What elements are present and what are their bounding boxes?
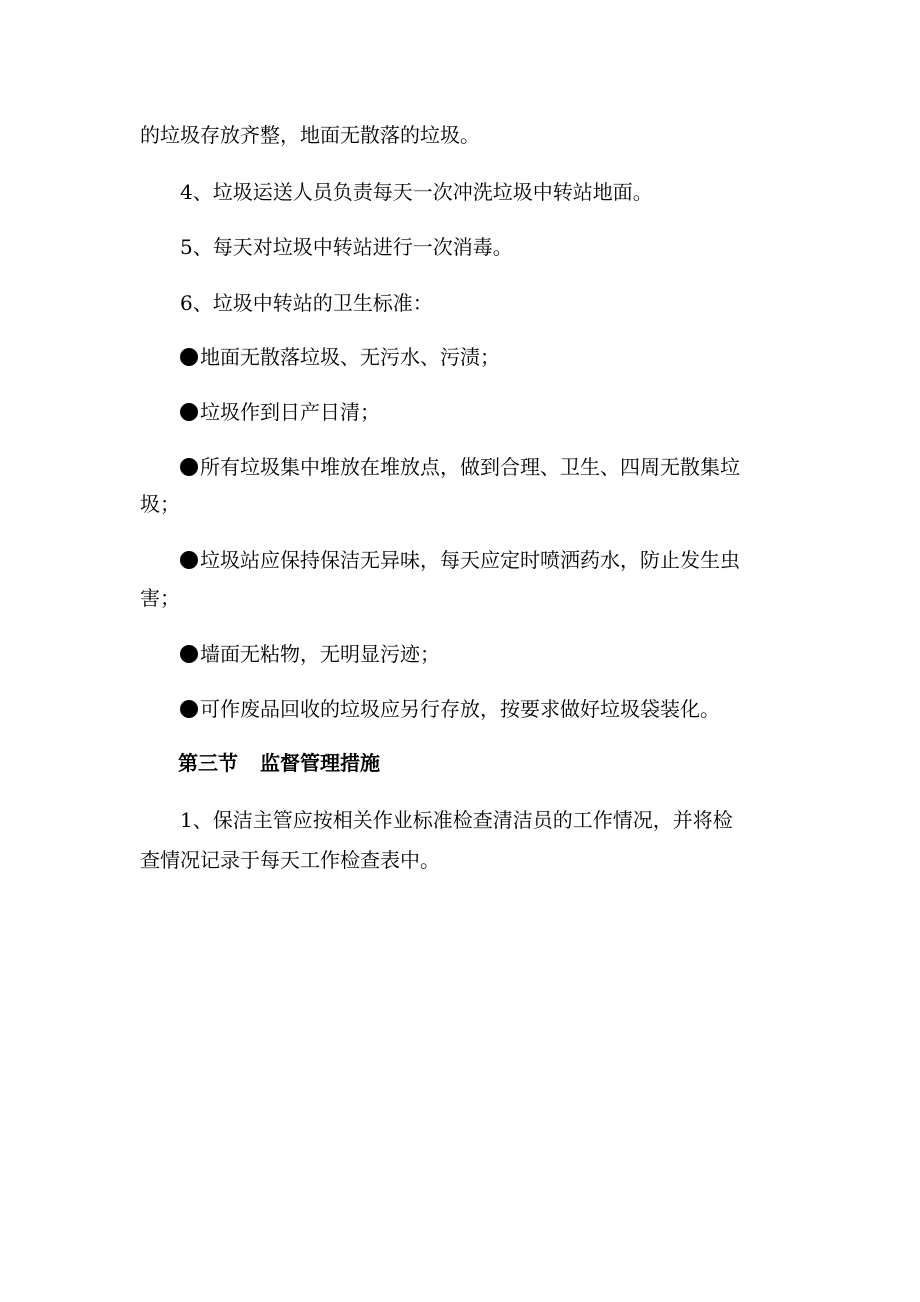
section-number: 第三节 <box>178 751 238 775</box>
black-circle-bullet-icon <box>180 348 198 366</box>
black-circle-bullet-icon <box>180 403 198 421</box>
bullet-text: 垃圾站应保持保洁无异味，每天应定时喷洒药水，防止发生虫 <box>200 548 740 572</box>
bullet-item <box>180 345 825 369</box>
paragraph-continuation: 的垃圾存放齐整，地面无散落的垃圾。 <box>140 123 480 147</box>
bullet-text: 地面无散落垃圾、无污水、污渍； <box>200 345 500 369</box>
bullet-item <box>180 697 825 721</box>
bullet-item <box>180 548 825 572</box>
section-paragraph-line: 1、保洁主管应按相关作业标准检查清洁员的工作情况，并将检 <box>180 808 733 832</box>
bullet-item <box>180 642 825 666</box>
list-item-4: 4、垃圾运送人员负责每天一次冲洗垃圾中转站地面。 <box>180 180 653 204</box>
bullet-text: 可作废品回收的垃圾应另行存放，按要求做好垃圾袋装化。 <box>200 697 720 721</box>
section-paragraph-line: 查情况记录于每天工作检查表中。 <box>140 848 440 872</box>
black-circle-bullet-icon <box>180 551 198 569</box>
bullet-item <box>180 455 825 479</box>
bullet-text: 垃圾作到日产日清； <box>200 400 380 424</box>
list-item-5: 5、每天对垃圾中转站进行一次消毒。 <box>180 235 513 259</box>
black-circle-bullet-icon <box>180 458 198 476</box>
bullet-item <box>180 400 825 424</box>
black-circle-bullet-icon <box>180 645 198 663</box>
bullet-text-continuation: 圾； <box>140 492 180 516</box>
black-circle-bullet-icon <box>180 700 198 718</box>
section-heading <box>178 751 823 775</box>
bullet-text-continuation: 害； <box>140 586 180 610</box>
section-title: 监督管理措施 <box>260 751 380 775</box>
list-item-6: 6、垃圾中转站的卫生标准： <box>180 291 433 315</box>
bullet-text: 墙面无粘物，无明显污迹； <box>200 642 440 666</box>
bullet-text: 所有垃圾集中堆放在堆放点，做到合理、卫生、四周无散集垃 <box>200 455 740 479</box>
